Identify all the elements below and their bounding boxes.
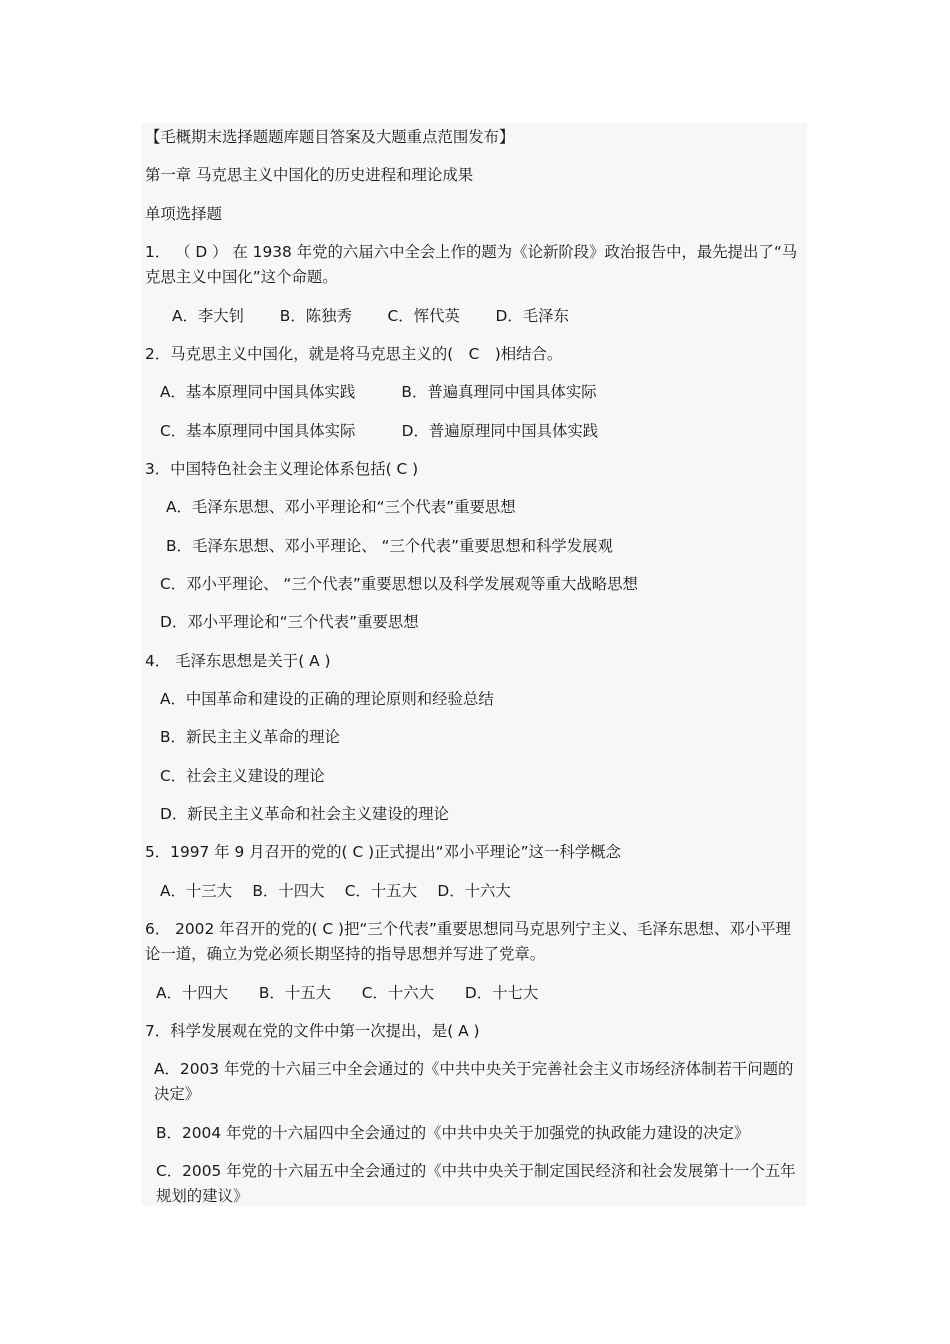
question-4-stem: 4． 毛泽东思想是关于( A ): [145, 652, 331, 670]
question-4-option-a: A．中国革命和建设的正确的理论原则和经验总结: [160, 690, 494, 708]
question-3-option-b: B．毛泽东思想、邓小平理论、 “三个代表”重要思想和科学发展观: [166, 537, 613, 555]
question-1-options: A．李大钊 B．陈独秀 C．恽代英 D．毛泽东: [172, 307, 569, 325]
question-5-options: A．十三大 B．十四大 C．十五大 D．十六大: [160, 882, 511, 900]
question-6-stem: 6． 2002 年召开的党的( C )把“三个代表”重要思想同马克思列宁主义、毛泽东思想、邓小平理论一道，确立为党必须长期坚持的指导思想并写进了党章。: [145, 920, 791, 963]
question-4-option-b: B．新民主主义革命的理论: [160, 728, 340, 746]
chapter-heading: 第一章 马克思主义中国化的历史进程和理论成果: [145, 166, 474, 184]
content-area: [141, 123, 807, 1206]
question-7-option-b: B．2004 年党的十六届四中全会通过的《中共中央关于加强党的执政能力建设的决定》: [156, 1124, 750, 1142]
question-4-option-d: D．新民主主义革命和社会主义建设的理论: [160, 805, 449, 823]
question-6-options: A．十四大 B．十五大 C．十六大 D．十七大: [156, 984, 539, 1002]
question-5-stem: 5．1997 年 9 月召开的党的( C )正式提出“邓小平理论”这一科学概念: [145, 843, 621, 861]
section-heading: 单项选择题: [145, 205, 222, 223]
question-2-options-ab: A．基本原理同中国具体实践 B．普遍真理同中国具体实际: [160, 383, 597, 401]
question-3-option-a: A．毛泽东思想、邓小平理论和“三个代表”重要思想: [166, 498, 516, 516]
question-3-option-c: C．邓小平理论、 “三个代表”重要思想以及科学发展观等重大战略思想: [160, 575, 638, 593]
question-7-stem: 7．科学发展观在党的文件中第一次提出，是( A ): [145, 1022, 480, 1040]
question-2-options-cd: C．基本原理同中国具体实际 D．普遍原理同中国具体实践: [160, 422, 599, 440]
question-7-option-c: C．2005 年党的十六届五中全会通过的《中共中央关于制定国民经济和社会发展第十一个五年规划的建议》: [156, 1162, 796, 1205]
document-title: 【毛概期末选择题题库题目答案及大题重点范围发布】: [145, 128, 515, 146]
question-7-option-a: A．2003 年党的十六届三中全会通过的《中共中央关于完善社会主义市场经济体制若干问题的决定》: [154, 1060, 794, 1103]
question-1-stem: 1． （ D ） 在 1938 年党的六届六中全会上作的题为《论新阶段》政治报告中，最先提出了“马克思主义中国化”这个命题。: [145, 243, 798, 286]
question-2-stem: 2．马克思主义中国化，就是将马克思主义的( C )相结合。: [145, 345, 563, 363]
question-3-option-d: D．邓小平理论和“三个代表”重要思想: [160, 613, 419, 631]
question-4-option-c: C．社会主义建设的理论: [160, 767, 325, 785]
question-3-stem: 3．中国特色社会主义理论体系包括( C ): [145, 460, 419, 478]
